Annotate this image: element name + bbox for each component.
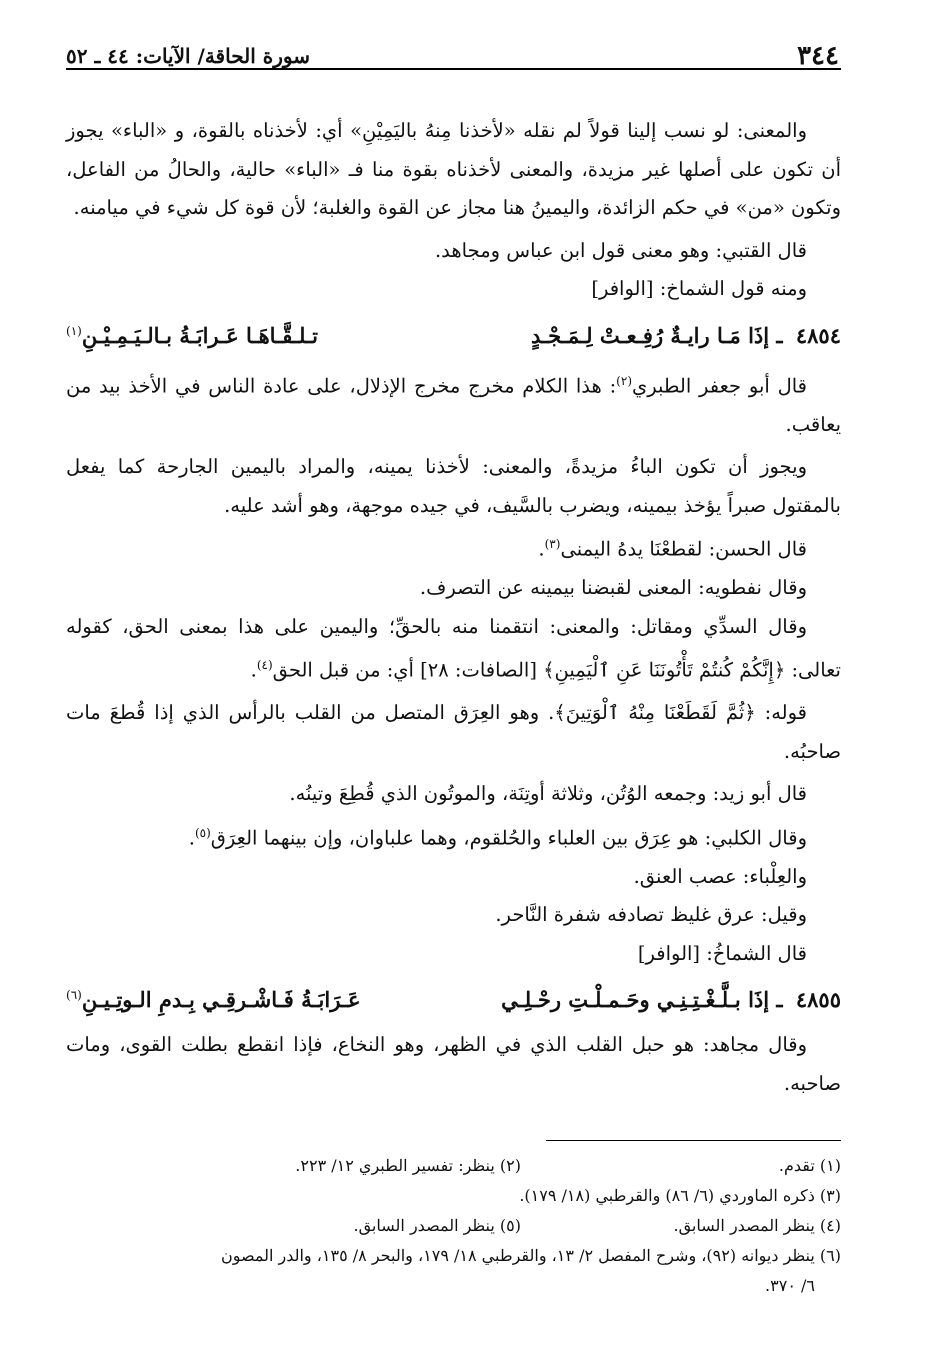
footnote-4: (٤) ينظر المصدر السابق. (673, 1216, 841, 1235)
paragraph-watin: قوله: ﴿ثُمَّ لَقَطَعْنَا مِنْهُ ٱلْوَتِينَ﴾. وهو العِرَق المتصل من القلب بالرأس الذي إذا قُطعَ مات صاحبُه. (66, 701, 841, 763)
paragraph-hasan: قال الحسن: لقطعْنَا يدهُ اليمنى$^{(٣)}$. (538, 537, 807, 561)
verse-first-hemistich: إذَا بـلَّـغْـتِـنِـي وحَـمـلْـتِ رحْـلِـي (501, 987, 770, 1012)
verse-4855: ٤٨٥٥ ـ إذَا بـلَّـغْـتِـنِـي وحَـمـلْـتِ رحْـلِـي عَـرَابَـةُ فَـاشْـرقِـي بِـدمِ الـوتِـيـنِ$^{(٦)}$ (66, 987, 841, 1012)
running-title: سورة الحاقة/ الآيات: ٤٤ ـ ٥٢ (66, 44, 310, 68)
paragraph-suddi: وقال السدِّي ومقاتل: والمعنى: انتقمنا منه بالحقِّ؛ واليمين على هذا بمعنى الحق، كقوله تعالى: ﴿إِنَّكُمْ كُنتُمْ تَأْتُونَنَا عَنِ ٱلْيَمِينِ﴾ [الصافات: ٢٨] أي: من قبل الحق$^{(٤)}$. (66, 614, 841, 682)
footnotes (66, 1151, 841, 1301)
paragraph-qutabi: قال القتبي: وهو معنى قول ابن عباس ومجاهد. (434, 238, 807, 262)
footnote-ref: (٦) (66, 988, 82, 1002)
footnote-rule (546, 1140, 841, 1141)
paragraph-shammakh-intro: ومنه قول الشماخ: [الوافر] (591, 277, 807, 300)
paragraph-shammakh-intro-2: قال الشماخُ: [الوافر] (637, 941, 807, 965)
verse-number: ٤٨٥٤ (795, 322, 841, 348)
footnote-ref: (٢) (616, 373, 632, 388)
footnote-5: (٥) ينظر المصدر السابق. (353, 1216, 521, 1235)
paragraph-ilba: والعِلْباء: عصب العنق. (633, 864, 807, 888)
paragraph-abu-zayd: قال أبو زيد: وجمعه الوُتُن، وثلاثة أوتِنَة، والموتُون الذي قُطِعَ وتينُه. (289, 782, 807, 805)
paragraph-tabari: قال أبو جعفر الطبري$^{(٢)}$: هذا الكلام مخرج مخرج الإذلال، على عادة الناس في الأخذ بيد من يعاقب. (66, 373, 841, 436)
footnote-6: (٦) ينظر ديوانه (٩٢)، وشرح المفصل ٢/ ١٣، والقرطبي ١٨/ ١٧٩، والبحر ٨/ ١٣٥، والدر المصون (220, 1246, 841, 1265)
paragraph-extra-ba: ويجوز أن تكون الباءُ مزيدةً، والمعنى: لأخذنا يمينه، والمراد باليمين الجارحة كما يفعل بالمقتول صبراً يؤخذ بيمينه، ويضرب بالسَّيف، في جيده موجهة، وهو أشد عليه. (66, 455, 841, 517)
page-number: ٣٤٤ (797, 41, 839, 71)
footnote-ref: (٣) (544, 537, 561, 551)
paragraph-meaning: والمعنى: لو نسب إلينا قولاً لم نقله «لأخذنا مِنهُ باليَمِيْنِ» أي: لأخذناه بالقوة، و «الباء» يجوز أن تكون على أصلها غير مزيدة، والمعنى لأخذناه بقوة منا فـ «الباء» حالية، والحالُ من الفاعل، وتكون «من» في حكم الزائدة، واليمينُ هنا مجاز عن القوة والغلبة؛ لأن قوة كل شيء في ميامنه. (66, 119, 841, 219)
paragraph-mujahid: وقال مجاهد: هو حبل القلب الذي في الظهر، وهو النخاع، فإذا انقطع بطلت القوى، ومات صاحبه. (66, 1033, 841, 1095)
footnote-1: (١) تقدم. (778, 1156, 841, 1175)
main-text (66, 112, 841, 1103)
footnote-row (66, 1211, 841, 1241)
paragraph-vein: وقيل: عرق غليظ تصادفه شفرة النَّاحر. (495, 903, 807, 926)
verse-second-hemistich: تـلـقَّـاهَـا عَـرابَـةُ بـالـيَـمِـيْـنِ (81, 322, 318, 348)
verse-second-hemistich: عَـرَابَـةُ فَـاشْـرقِـي بِـدمِ الـوتِـيـنِ (81, 987, 361, 1012)
footnote-ref: (١) (66, 323, 82, 338)
footnote-6-continuation: ٦/ ٣٧٠. (765, 1276, 815, 1295)
paragraph-niftawayh: وقال نفطويه: المعنى لقبضنا بيمينه عن التصرف. (419, 576, 807, 599)
verse-first-hemistich: إذَا مَـا رايـةٌ رُفِـعـتْ لِـمَـجْـدٍ (530, 322, 770, 348)
paragraph-kalbi: وقال الكلبي: هو عِرَق بين العلباء والحُلقوم، وهما علباوان، وإن بينهما العِرَق$^{(٥)}$. (188, 825, 807, 849)
footnote-2: (٢) ينظر: تفسير الطبري ١٢/ ٢٢٣. (295, 1156, 521, 1175)
verse-4854: ٤٨٥٤ ـ إذَا مَـا رايـةٌ رُفِـعـتْ لِـمَـجْـدٍ تـلـقَّـاهَـا عَـرابَـةُ بـالـيَـمِـيْـنِ$^{(١)}$ (66, 322, 841, 348)
footnote-row (66, 1151, 841, 1181)
verse-number: ٤٨٥٥ (795, 987, 841, 1012)
footnote-ref: (٥) (194, 825, 211, 840)
footnote-3: (٣) ذكره الماوردي (٦/ ٨٦) والقرطبي (١٨/ ١٧٩). (519, 1186, 841, 1205)
header-rule (66, 68, 841, 70)
footnote-ref: (٤) (256, 658, 273, 672)
